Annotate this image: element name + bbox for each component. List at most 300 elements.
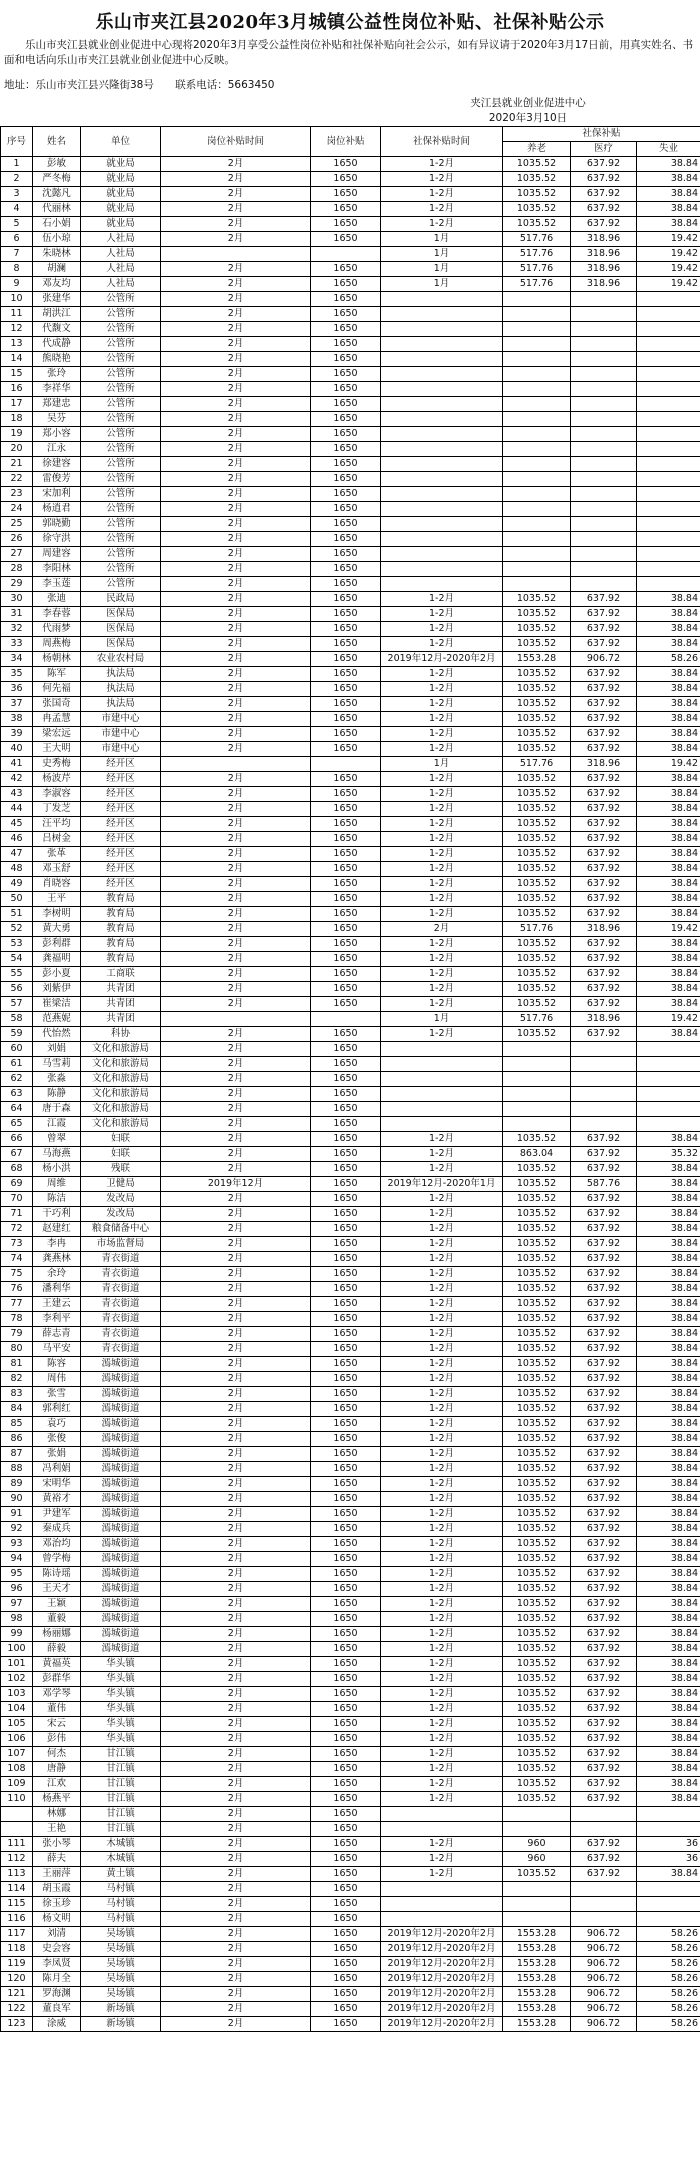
cell-no: 57: [1, 997, 33, 1012]
table-row: [1, 592, 700, 607]
cell-post-amount: 1650: [311, 1387, 381, 1402]
cell-post-time: 2月: [161, 1672, 311, 1687]
cell-unit: 吴场镇: [81, 1942, 161, 1957]
cell-ss-time: 1-2月: [381, 1702, 503, 1717]
cell-name: 杨小洪: [33, 1162, 81, 1177]
cell-ss-time: 2月: [381, 922, 503, 937]
cell-post-time: 2月: [161, 457, 311, 472]
cell-post-amount: 1650: [311, 562, 381, 577]
cell-name: 杨逍君: [33, 502, 81, 517]
cell-unemployment: [637, 1117, 700, 1132]
cell-pension: [503, 547, 571, 562]
cell-unemployment: 38.84: [637, 862, 700, 877]
cell-unit: 漹城街道: [81, 1402, 161, 1417]
cell-medical: 587.76: [571, 1177, 637, 1192]
cell-pension: 1035.52: [503, 682, 571, 697]
cell-name: 周伟: [33, 1372, 81, 1387]
cell-unemployment: 38.84: [637, 1477, 700, 1492]
cell-post-time: 2月: [161, 1852, 311, 1867]
cell-post-time: 2月: [161, 1897, 311, 1912]
cell-post-amount: 1650: [311, 832, 381, 847]
cell-name: 薛毅: [33, 1642, 81, 1657]
cell-name: 杨文明: [33, 1912, 81, 1927]
cell-unemployment: 38.84: [637, 1402, 700, 1417]
cell-post-time: 2月: [161, 412, 311, 427]
cell-pension: [503, 562, 571, 577]
cell-no: 58: [1, 1012, 33, 1027]
cell-post-time: 2月: [161, 1432, 311, 1447]
cell-post-amount: 1650: [311, 1207, 381, 1222]
cell-post-time: [161, 247, 311, 262]
cell-post-amount: 1650: [311, 982, 381, 997]
cell-post-time: 2月: [161, 697, 311, 712]
header-medical: 医疗: [571, 142, 637, 157]
cell-post-time: 2月: [161, 292, 311, 307]
table-row: [1, 472, 700, 487]
subsidy-table: [0, 126, 700, 2032]
cell-medical: 906.72: [571, 1972, 637, 1987]
cell-post-time: 2月: [161, 1402, 311, 1417]
cell-post-time: 2月: [161, 577, 311, 592]
cell-post-time: 2月: [161, 652, 311, 667]
cell-unit: 甘江镇: [81, 1807, 161, 1822]
cell-post-amount: 1650: [311, 937, 381, 952]
cell-ss-time: [381, 307, 503, 322]
cell-unit: 民政局: [81, 592, 161, 607]
cell-unemployment: [637, 382, 700, 397]
cell-pension: 1553.28: [503, 1942, 571, 1957]
cell-pension: 1035.52: [503, 1597, 571, 1612]
cell-name: 李凤贤: [33, 1957, 81, 1972]
cell-name: 周维: [33, 1177, 81, 1192]
cell-unemployment: 38.84: [637, 1867, 700, 1882]
cell-ss-time: [381, 1102, 503, 1117]
cell-post-amount: 1650: [311, 1537, 381, 1552]
cell-ss-time: 1-2月: [381, 1387, 503, 1402]
table-row: [1, 1837, 700, 1852]
table-row: [1, 172, 700, 187]
cell-post-amount: 1650: [311, 1357, 381, 1372]
cell-post-amount: 1650: [311, 1552, 381, 1567]
cell-name: 胡洪江: [33, 307, 81, 322]
cell-post-amount: 1650: [311, 502, 381, 517]
cell-unit: 就业局: [81, 172, 161, 187]
cell-post-amount: 1650: [311, 217, 381, 232]
cell-post-time: 2月: [161, 1312, 311, 1327]
cell-unit: 漹城街道: [81, 1357, 161, 1372]
cell-pension: 1553.28: [503, 1927, 571, 1942]
table-row: [1, 337, 700, 352]
cell-no: 70: [1, 1192, 33, 1207]
cell-unemployment: [637, 562, 700, 577]
cell-unit: 发改局: [81, 1192, 161, 1207]
table-row: [1, 1267, 700, 1282]
table-row: [1, 1162, 700, 1177]
cell-medical: 637.92: [571, 1867, 637, 1882]
cell-ss-time: 2019年12月-2020年2月: [381, 1927, 503, 1942]
cell-unit: 卫健局: [81, 1177, 161, 1192]
cell-pension: 1035.52: [503, 772, 571, 787]
cell-name: 杨燕平: [33, 1792, 81, 1807]
cell-unemployment: 38.84: [637, 157, 700, 172]
cell-no: 34: [1, 652, 33, 667]
cell-ss-time: [381, 1807, 503, 1822]
cell-name: 龚燕林: [33, 1252, 81, 1267]
cell-post-amount: 1650: [311, 1972, 381, 1987]
table-row: [1, 262, 700, 277]
cell-post-time: 2019年12月: [161, 1177, 311, 1192]
address-text: 地址：乐山市夹江县兴隆街38号: [4, 79, 154, 91]
cell-pension: 1035.52: [503, 1267, 571, 1282]
cell-medical: 637.92: [571, 202, 637, 217]
cell-unit: 华头镇: [81, 1672, 161, 1687]
cell-post-time: 2月: [161, 382, 311, 397]
table-row: [1, 322, 700, 337]
table-row: [1, 307, 700, 322]
cell-post-amount: 1650: [311, 907, 381, 922]
cell-ss-time: 1月: [381, 232, 503, 247]
cell-medical: 637.92: [571, 187, 637, 202]
cell-post-time: 2月: [161, 1912, 311, 1927]
cell-medical: 318.96: [571, 262, 637, 277]
cell-pension: 1035.52: [503, 202, 571, 217]
cell-post-time: 2月: [161, 232, 311, 247]
cell-no: 78: [1, 1312, 33, 1327]
cell-pension: [503, 1807, 571, 1822]
cell-medical: 637.92: [571, 1657, 637, 1672]
cell-medical: 637.92: [571, 1582, 637, 1597]
cell-name: 朱晓林: [33, 247, 81, 262]
cell-unemployment: 38.84: [637, 772, 700, 787]
cell-post-amount: 1650: [311, 772, 381, 787]
table-row: [1, 1927, 700, 1942]
cell-pension: 1035.52: [503, 967, 571, 982]
cell-post-amount: 1650: [311, 172, 381, 187]
cell-post-amount: 1650: [311, 202, 381, 217]
cell-post-time: 2月: [161, 1192, 311, 1207]
cell-post-amount: 1650: [311, 397, 381, 412]
table-row: [1, 1312, 700, 1327]
cell-pension: 1035.52: [503, 997, 571, 1012]
cell-no: 53: [1, 937, 33, 952]
table-row: [1, 2017, 700, 2032]
cell-unit: 经开区: [81, 802, 161, 817]
cell-post-time: 2月: [161, 1882, 311, 1897]
cell-unit: 吴场镇: [81, 1927, 161, 1942]
cell-post-amount: 1650: [311, 1222, 381, 1237]
cell-medical: 637.92: [571, 697, 637, 712]
cell-name: 秦成兵: [33, 1522, 81, 1537]
cell-no: 64: [1, 1102, 33, 1117]
cell-pension: [503, 532, 571, 547]
cell-post-time: 2月: [161, 1687, 311, 1702]
cell-name: 李春蓉: [33, 607, 81, 622]
cell-pension: 517.76: [503, 262, 571, 277]
cell-post-amount: 1650: [311, 472, 381, 487]
cell-unemployment: 38.84: [637, 1282, 700, 1297]
cell-post-time: 2月: [161, 1732, 311, 1747]
cell-medical: 318.96: [571, 1012, 637, 1027]
cell-post-time: 2月: [161, 157, 311, 172]
cell-name: 石小娟: [33, 217, 81, 232]
cell-ss-time: 1-2月: [381, 1597, 503, 1612]
cell-unemployment: 38.84: [637, 1312, 700, 1327]
cell-unemployment: 38.84: [637, 1162, 700, 1177]
cell-ss-time: 1-2月: [381, 832, 503, 847]
table-row: [1, 1582, 700, 1597]
cell-no: 43: [1, 787, 33, 802]
cell-unemployment: 38.84: [637, 1192, 700, 1207]
cell-unemployment: 38.84: [637, 877, 700, 892]
cell-no: 47: [1, 847, 33, 862]
cell-name: 陈军: [33, 667, 81, 682]
cell-unit: 人社局: [81, 247, 161, 262]
cell-medical: [571, 1882, 637, 1897]
cell-post-amount: 1650: [311, 1027, 381, 1042]
cell-unit: 甘江镇: [81, 1777, 161, 1792]
cell-pension: 1035.52: [503, 1192, 571, 1207]
cell-unemployment: 38.84: [637, 1552, 700, 1567]
table-row: [1, 1372, 700, 1387]
cell-unit: 公管所: [81, 397, 161, 412]
cell-unemployment: 38.84: [637, 1717, 700, 1732]
cell-unemployment: 38.84: [637, 1447, 700, 1462]
cell-no: 88: [1, 1462, 33, 1477]
cell-name: 陈容: [33, 1357, 81, 1372]
cell-post-time: 2月: [161, 1987, 311, 2002]
cell-post-time: 2月: [161, 1597, 311, 1612]
cell-ss-time: 1-2月: [381, 1567, 503, 1582]
cell-no: 21: [1, 457, 33, 472]
cell-no: 40: [1, 742, 33, 757]
table-row: [1, 1747, 700, 1762]
cell-pension: 1035.52: [503, 817, 571, 832]
cell-medical: 637.92: [571, 1612, 637, 1627]
cell-medical: 637.92: [571, 1597, 637, 1612]
cell-post-amount: 1650: [311, 1642, 381, 1657]
cell-unemployment: [637, 1102, 700, 1117]
table-row: [1, 1567, 700, 1582]
cell-pension: 517.76: [503, 232, 571, 247]
cell-name: 干巧利: [33, 1207, 81, 1222]
cell-post-time: 2月: [161, 397, 311, 412]
cell-name: 王平: [33, 892, 81, 907]
cell-unit: 执法局: [81, 682, 161, 697]
cell-post-amount: 1650: [311, 1912, 381, 1927]
cell-no: 36: [1, 682, 33, 697]
table-row: [1, 1207, 700, 1222]
cell-ss-time: 1-2月: [381, 1162, 503, 1177]
cell-post-time: 2月: [161, 1927, 311, 1942]
cell-name: 周建容: [33, 547, 81, 562]
cell-unemployment: 19.42: [637, 232, 700, 247]
cell-ss-time: 2019年12月-2020年2月: [381, 1957, 503, 1972]
cell-name: 梁宏远: [33, 727, 81, 742]
cell-unit: 甘江镇: [81, 1792, 161, 1807]
cell-unemployment: 35.32: [637, 1147, 700, 1162]
cell-unit: 就业局: [81, 157, 161, 172]
cell-post-amount: 1650: [311, 697, 381, 712]
cell-unit: 市场监督局: [81, 1237, 161, 1252]
cell-no: 17: [1, 397, 33, 412]
cell-post-amount: 1650: [311, 607, 381, 622]
cell-medical: 637.92: [571, 1132, 637, 1147]
cell-unit: 教育局: [81, 922, 161, 937]
cell-medical: 637.92: [571, 1462, 637, 1477]
table-row: [1, 1282, 700, 1297]
cell-no: 108: [1, 1762, 33, 1777]
cell-medical: [571, 352, 637, 367]
cell-no: 80: [1, 1342, 33, 1357]
table-row: [1, 1627, 700, 1642]
cell-ss-time: 1月: [381, 262, 503, 277]
cell-medical: [571, 1822, 637, 1837]
cell-unit: 经开区: [81, 817, 161, 832]
cell-unemployment: [637, 1897, 700, 1912]
cell-post-amount: 1650: [311, 1492, 381, 1507]
cell-ss-time: 1月: [381, 757, 503, 772]
cell-ss-time: 1-2月: [381, 1432, 503, 1447]
cell-no: 41: [1, 757, 33, 772]
cell-pension: 1035.52: [503, 1552, 571, 1567]
cell-unit: 漹城街道: [81, 1462, 161, 1477]
cell-pension: [503, 1057, 571, 1072]
cell-name: 邓治均: [33, 1537, 81, 1552]
cell-medical: [571, 532, 637, 547]
cell-unemployment: 38.84: [637, 727, 700, 742]
cell-name: 陈静: [33, 1087, 81, 1102]
cell-name: 周燕梅: [33, 637, 81, 652]
cell-post-amount: 1650: [311, 877, 381, 892]
cell-post-amount: 1650: [311, 892, 381, 907]
table-row: [1, 1642, 700, 1657]
cell-medical: [571, 1117, 637, 1132]
cell-unemployment: 19.42: [637, 247, 700, 262]
cell-post-amount: 1650: [311, 1627, 381, 1642]
cell-post-amount: 1650: [311, 1252, 381, 1267]
cell-medical: [571, 487, 637, 502]
cell-unit: 公管所: [81, 337, 161, 352]
cell-unit: 华头镇: [81, 1702, 161, 1717]
cell-pension: [503, 367, 571, 382]
cell-ss-time: 1-2月: [381, 1837, 503, 1852]
cell-unemployment: 58.26: [637, 2002, 700, 2017]
cell-unit: 公管所: [81, 457, 161, 472]
cell-post-time: 2月: [161, 787, 311, 802]
cell-post-time: 2月: [161, 1327, 311, 1342]
table-row: [1, 1252, 700, 1267]
cell-post-time: 2月: [161, 517, 311, 532]
cell-ss-time: 1-2月: [381, 1312, 503, 1327]
cell-no: 120: [1, 1972, 33, 1987]
cell-ss-time: 1-2月: [381, 1612, 503, 1627]
table-row: [1, 1672, 700, 1687]
cell-no: 69: [1, 1177, 33, 1192]
cell-pension: 1553.28: [503, 1972, 571, 1987]
cell-unemployment: [637, 517, 700, 532]
cell-unemployment: 38.84: [637, 697, 700, 712]
table-row: [1, 967, 700, 982]
cell-name: 伍小琼: [33, 232, 81, 247]
cell-post-amount: 1650: [311, 352, 381, 367]
cell-pension: 1035.52: [503, 1312, 571, 1327]
cell-post-time: 2月: [161, 2017, 311, 2032]
cell-no: 91: [1, 1507, 33, 1522]
cell-pension: 1035.52: [503, 157, 571, 172]
cell-unit: 发改局: [81, 1207, 161, 1222]
cell-unit: 漹城街道: [81, 1477, 161, 1492]
cell-name: 张小琴: [33, 1837, 81, 1852]
cell-pension: 1035.52: [503, 1522, 571, 1537]
cell-name: 李祥华: [33, 382, 81, 397]
cell-post-amount: 1650: [311, 1072, 381, 1087]
cell-medical: 637.92: [571, 1282, 637, 1297]
cell-no: 100: [1, 1642, 33, 1657]
table-row: [1, 607, 700, 622]
cell-post-amount: 1650: [311, 1237, 381, 1252]
cell-pension: 1035.52: [503, 832, 571, 847]
cell-no: 54: [1, 952, 33, 967]
table-row: [1, 1732, 700, 1747]
cell-post-time: 2月: [161, 772, 311, 787]
cell-unemployment: 38.84: [637, 1417, 700, 1432]
cell-name: 尹建军: [33, 1507, 81, 1522]
table-row: [1, 367, 700, 382]
cell-pension: 1035.52: [503, 1582, 571, 1597]
table-row: [1, 997, 700, 1012]
cell-medical: [571, 457, 637, 472]
cell-post-amount: 1650: [311, 1402, 381, 1417]
cell-unemployment: [637, 412, 700, 427]
cell-post-amount: 1650: [311, 742, 381, 757]
cell-name: 李树明: [33, 907, 81, 922]
cell-ss-time: 1-2月: [381, 982, 503, 997]
cell-ss-time: 1-2月: [381, 892, 503, 907]
table-row: [1, 637, 700, 652]
cell-ss-time: 2019年12月-2020年2月: [381, 1942, 503, 1957]
cell-medical: 637.92: [571, 1552, 637, 1567]
cell-pension: 1035.52: [503, 1672, 571, 1687]
cell-name: 郑小容: [33, 427, 81, 442]
cell-no: 99: [1, 1627, 33, 1642]
cell-pension: [503, 1882, 571, 1897]
cell-no: 90: [1, 1492, 33, 1507]
table-row: [1, 1102, 700, 1117]
table-row: [1, 1717, 700, 1732]
cell-no: 4: [1, 202, 33, 217]
cell-post-amount: 1650: [311, 1297, 381, 1312]
cell-no: 2: [1, 172, 33, 187]
cell-name: 王艳: [33, 1822, 81, 1837]
cell-name: 郑建忠: [33, 397, 81, 412]
cell-unemployment: 38.84: [637, 1672, 700, 1687]
cell-no: 101: [1, 1657, 33, 1672]
cell-post-time: 2月: [161, 952, 311, 967]
table-row: [1, 1027, 700, 1042]
cell-ss-time: [381, 1087, 503, 1102]
cell-unemployment: 38.84: [637, 1492, 700, 1507]
cell-medical: 637.92: [571, 742, 637, 757]
cell-no: 19: [1, 427, 33, 442]
cell-post-amount: 1650: [311, 532, 381, 547]
cell-unit: 吴场镇: [81, 1987, 161, 2002]
cell-medical: 637.92: [571, 1342, 637, 1357]
cell-post-time: 2月: [161, 1222, 311, 1237]
cell-ss-time: 1-2月: [381, 712, 503, 727]
cell-post-time: 2月: [161, 847, 311, 862]
cell-post-amount: 1650: [311, 412, 381, 427]
cell-medical: 637.92: [571, 637, 637, 652]
